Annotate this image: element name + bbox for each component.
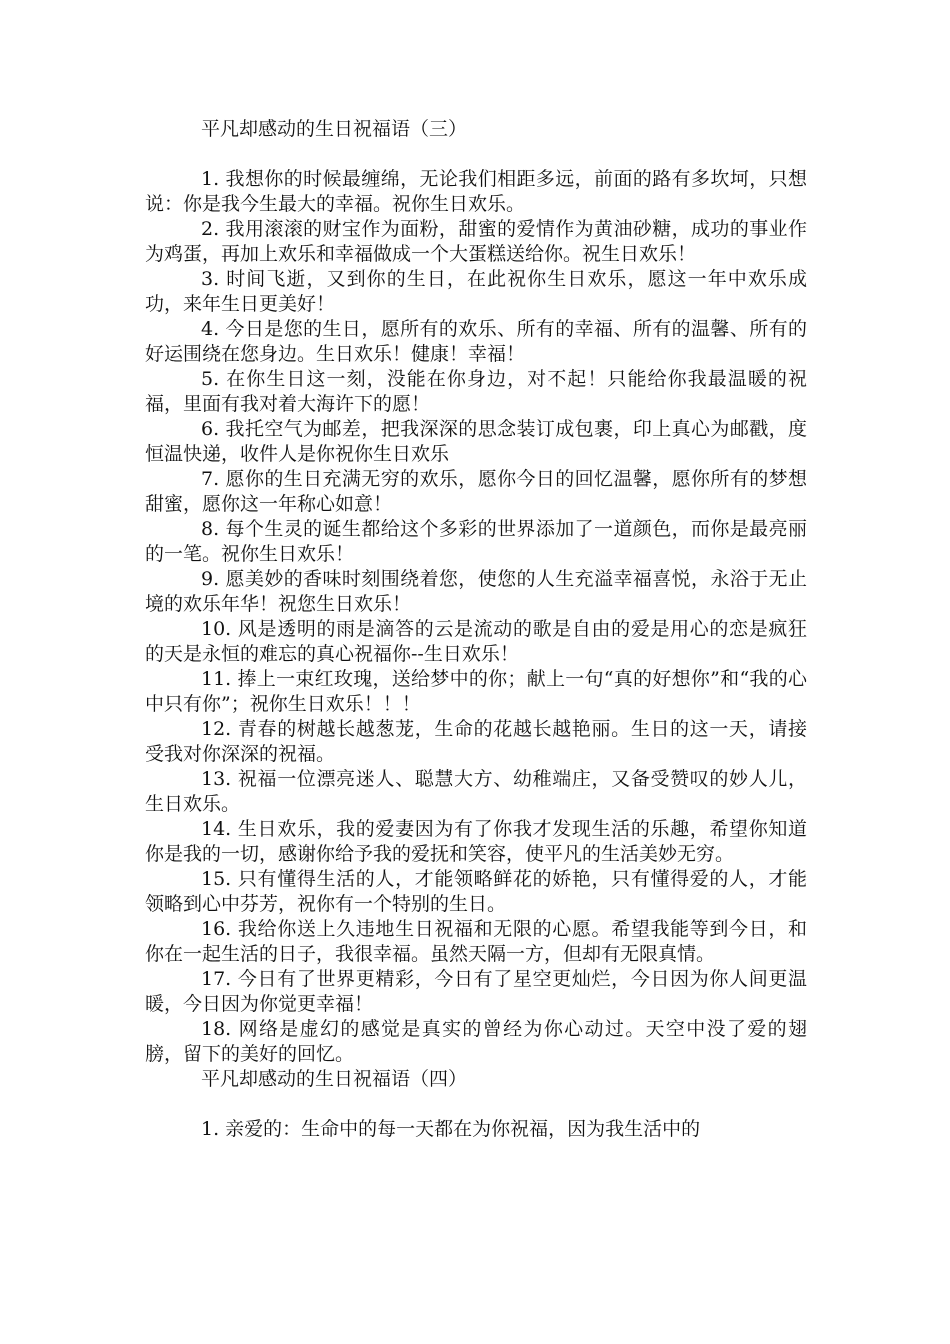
list-item: 1. 我想你的时候最缠绵，无论我们相距多远，前面的路有多坎坷，只想说：你是我今生最大的幸福。祝你生日欢乐。 (145, 168, 807, 215)
list-item: 13. 祝福一位漂亮迷人、聪慧大方、幼稚端庄，又备受赞叹的妙人儿，生日欢乐。 (145, 768, 807, 815)
document-page (145, 117, 807, 1142)
section-3-list (145, 167, 807, 1067)
list-item: 14. 生日欢乐，我的爱妻因为有了你我才发现生活的乐趣，希望你知道你是我的一切，感谢你给予我的爱抚和笑容，使平凡的生活美妙无穷。 (145, 818, 807, 865)
list-item: 10. 风是透明的雨是滴答的云是流动的歌是自由的爱是用心的恋是疯狂的天是永恒的难忘的真心祝福你--生日欢乐！ (145, 618, 807, 665)
list-item: 18. 网络是虚幻的感觉是真实的曾经为你心动过。天空中没了爱的翅膀，留下的美好的回忆。 (145, 1018, 807, 1065)
spacer (145, 1092, 807, 1117)
list-item: 2. 我用滚滚的财宝作为面粉，甜蜜的爱情作为黄油砂糖，成功的事业作为鸡蛋，再加上欢乐和幸福做成一个大蛋糕送给你。祝生日欢乐！ (145, 218, 807, 265)
list-item: 15. 只有懂得生活的人，才能领略鲜花的娇艳，只有懂得爱的人，才能领略到心中芬芳，祝你有一个特别的生日。 (145, 868, 807, 915)
list-item: 12. 青春的树越长越葱茏，生命的花越长越艳丽。生日的这一天，请接受我对你深深的祝福。 (145, 718, 807, 765)
spacer (145, 142, 807, 167)
list-item: 1. 亲爱的：生命中的每一天都在为你祝福，因为我生活中的 (201, 1118, 701, 1140)
list-item: 3. 时间飞逝，又到你的生日，在此祝你生日欢乐，愿这一年中欢乐成功，来年生日更美好！ (145, 268, 807, 315)
section-4-list (145, 1117, 807, 1142)
section-4-heading: 平凡却感动的生日祝福语（四） (201, 1068, 468, 1090)
list-item: 4. 今日是您的生日，愿所有的欢乐、所有的幸福、所有的温馨、所有的好运围绕在您身边。生日欢乐！健康！幸福！ (145, 318, 807, 365)
list-item: 8. 每个生灵的诞生都给这个多彩的世界添加了一道颜色，而你是最亮丽的一笔。祝你生日欢乐！ (145, 518, 807, 565)
list-item: 11. 捧上一束红玫瑰，送给梦中的你；献上一句“真的好想你”和“我的心中只有你”；祝你生日欢乐！！！ (145, 668, 807, 715)
list-item: 17. 今日有了世界更精彩，今日有了星空更灿烂，今日因为你人间更温暖，今日因为你觉更幸福！ (145, 968, 807, 1015)
list-item: 9. 愿美妙的香味时刻围绕着您，使您的人生充溢幸福喜悦，永浴于无止境的欢乐年华！祝您生日欢乐！ (145, 568, 807, 615)
list-item: 7. 愿你的生日充满无穷的欢乐，愿你今日的回忆温馨，愿你所有的梦想甜蜜，愿你这一年称心如意！ (145, 468, 807, 515)
list-item: 6. 我托空气为邮差，把我深深的思念装订成包裹，印上真心为邮戳，度恒温快递，收件人是你祝你生日欢乐 (145, 418, 807, 465)
list-item: 16. 我给你送上久违地生日祝福和无限的心愿。希望我能等到今日，和你在一起生活的日子，我很幸福。虽然天隔一方，但却有无限真情。 (145, 918, 807, 965)
list-item: 5. 在你生日这一刻，没能在你身边，对不起！只能给你我最温暖的祝福，里面有我对着大海许下的愿！ (145, 368, 807, 415)
section-3-heading: 平凡却感动的生日祝福语（三） (201, 118, 468, 140)
